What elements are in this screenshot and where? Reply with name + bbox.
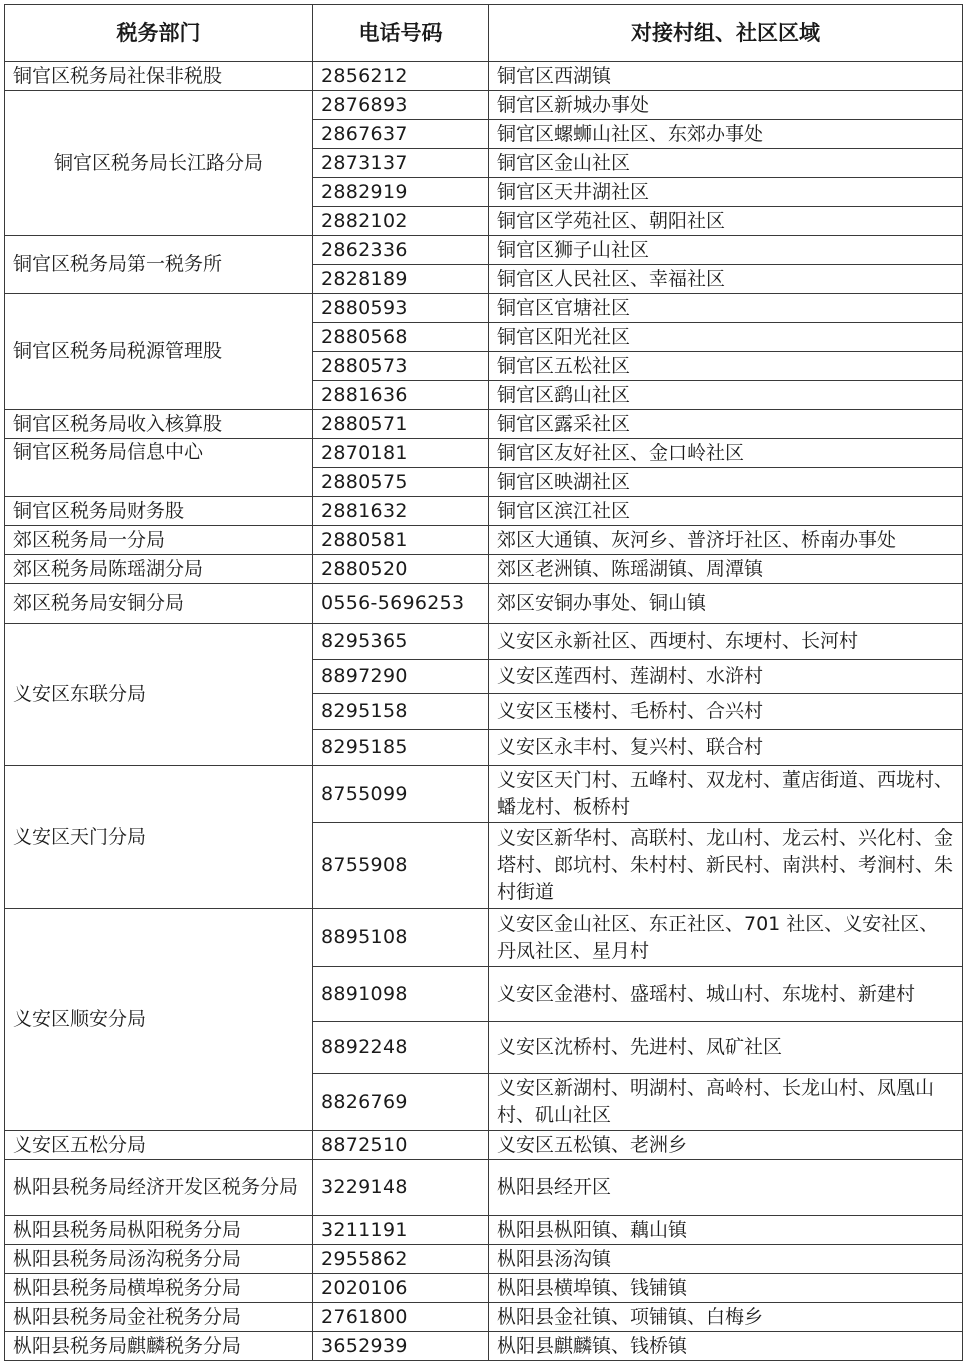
area-cell: 义安区永新社区、西埂村、东埂村、长河村: [489, 624, 963, 660]
area-cell: 义安区莲西村、莲湖村、水浒村: [489, 660, 963, 694]
phone-cell: 2881632: [313, 497, 489, 526]
phone-cell: 2880520: [313, 555, 489, 584]
phone-cell: 2761800: [313, 1303, 489, 1332]
area-cell: 枞阳县麒麟镇、钱桥镇: [489, 1332, 963, 1361]
department-cell: 枞阳县税务局金社税务分局: [5, 1303, 313, 1332]
phone-cell: 2828189: [313, 265, 489, 294]
header-row: [5, 5, 963, 62]
table-row: [5, 410, 963, 439]
table-row: [5, 1216, 963, 1245]
department-cell: 铜官区税务局收入核算股: [5, 410, 313, 439]
department-cell: 铜官区税务局社保非税股: [5, 62, 313, 91]
phone-cell: 2020106: [313, 1274, 489, 1303]
department-cell: 郊区税务局安铜分局: [5, 584, 313, 624]
area-cell: 铜官区滨江社区: [489, 497, 963, 526]
phone-cell: 8897290: [313, 660, 489, 694]
department-cell: 义安区五松分局: [5, 1131, 313, 1160]
area-cell: 铜官区友好社区、金口岭社区: [489, 439, 963, 468]
area-cell: 铜官区阳光社区: [489, 323, 963, 352]
phone-cell: 8295158: [313, 694, 489, 730]
table-row: [5, 62, 963, 91]
phone-cell: 2873137: [313, 149, 489, 178]
area-cell: 铜官区露采社区: [489, 410, 963, 439]
table-body: [5, 62, 963, 1361]
phone-cell: 0556-5696253: [313, 584, 489, 624]
phone-cell: 8891098: [313, 967, 489, 1022]
area-cell: 铜官区人民社区、幸福社区: [489, 265, 963, 294]
phone-cell: 2882919: [313, 178, 489, 207]
phone-cell: 2880573: [313, 352, 489, 381]
department-cell: 枞阳县税务局麒麟税务分局: [5, 1332, 313, 1361]
phone-cell: 2880571: [313, 410, 489, 439]
department-cell: 枞阳县税务局汤沟税务分局: [5, 1245, 313, 1274]
tax-contact-table: [4, 4, 963, 1361]
phone-cell: 8295185: [313, 730, 489, 766]
area-cell: 铜官区金山社区: [489, 149, 963, 178]
department-cell: 枞阳县税务局枞阳税务分局: [5, 1216, 313, 1245]
phone-cell: 2881636: [313, 381, 489, 410]
area-cell: 枞阳县枞阳镇、藕山镇: [489, 1216, 963, 1245]
area-cell: 义安区天门村、五峰村、双龙村、董店街道、西垅村、蟠龙村、板桥村: [489, 766, 963, 823]
area-cell: 铜官区官塘社区: [489, 294, 963, 323]
table-row: [5, 526, 963, 555]
phone-cell: 2880568: [313, 323, 489, 352]
phone-cell: 2880575: [313, 468, 489, 497]
table-row: [5, 91, 963, 120]
phone-cell: 8892248: [313, 1022, 489, 1074]
table-row: [5, 439, 963, 468]
area-cell: 铜官区映湖社区: [489, 468, 963, 497]
area-cell: 铜官区鹞山社区: [489, 381, 963, 410]
area-cell: 铜官区五松社区: [489, 352, 963, 381]
area-cell: 义安区新湖村、明湖村、高岭村、长龙山村、凤凰山村、矶山社区: [489, 1074, 963, 1131]
area-cell: 义安区金山社区、东正社区、701 社区、义安社区、丹凤社区、星月村: [489, 909, 963, 967]
area-cell: 义安区新华村、高联村、龙山村、龙云村、兴化村、金塔村、郎坑村、朱村村、新民村、南洪村、考涧村、朱村街道: [489, 823, 963, 909]
phone-cell: 3652939: [313, 1332, 489, 1361]
table-row: [5, 1332, 963, 1361]
area-cell: 郊区大通镇、灰河乡、普济圩社区、桥南办事处: [489, 526, 963, 555]
phone-cell: 8755099: [313, 766, 489, 823]
department-cell: 郊区税务局一分局: [5, 526, 313, 555]
area-cell: 铜官区西湖镇: [489, 62, 963, 91]
phone-cell: 2876893: [313, 91, 489, 120]
area-cell: 义安区金港村、盛瑶村、城山村、东垅村、新建村: [489, 967, 963, 1022]
table-row: [5, 555, 963, 584]
header-phone: 电话号码: [313, 5, 489, 62]
area-cell: 义安区永丰村、复兴村、联合村: [489, 730, 963, 766]
department-cell: 义安区天门分局: [5, 766, 313, 909]
table-row: [5, 909, 963, 967]
area-cell: 义安区沈桥村、先进村、凤矿社区: [489, 1022, 963, 1074]
phone-cell: 8895108: [313, 909, 489, 967]
department-cell: 枞阳县税务局经济开发区税务分局: [5, 1160, 313, 1216]
phone-cell: 3229148: [313, 1160, 489, 1216]
phone-cell: 8755908: [313, 823, 489, 909]
phone-cell: 8872510: [313, 1131, 489, 1160]
department-cell: 枞阳县税务局横埠税务分局: [5, 1274, 313, 1303]
area-cell: 铜官区学苑社区、朝阳社区: [489, 207, 963, 236]
table-row: [5, 1245, 963, 1274]
area-cell: 枞阳县汤沟镇: [489, 1245, 963, 1274]
phone-cell: 2856212: [313, 62, 489, 91]
phone-cell: 2880593: [313, 294, 489, 323]
phone-cell: 2880581: [313, 526, 489, 555]
table-row: [5, 236, 963, 265]
header-area: 对接村组、社区区域: [489, 5, 963, 62]
phone-cell: 8826769: [313, 1074, 489, 1131]
department-cell: 铜官区税务局财务股: [5, 497, 313, 526]
area-cell: 义安区玉楼村、毛桥村、合兴村: [489, 694, 963, 730]
area-cell: 铜官区天井湖社区: [489, 178, 963, 207]
phone-cell: 2955862: [313, 1245, 489, 1274]
area-cell: 枞阳县金社镇、项铺镇、白梅乡: [489, 1303, 963, 1332]
phone-cell: 2882102: [313, 207, 489, 236]
phone-cell: 3211191: [313, 1216, 489, 1245]
phone-cell: 8295365: [313, 624, 489, 660]
phone-cell: 2867637: [313, 120, 489, 149]
department-cell: 铜官区税务局税源管理股: [5, 294, 313, 410]
department-cell: 铜官区税务局第一税务所: [5, 236, 313, 294]
area-cell: 义安区五松镇、老洲乡: [489, 1131, 963, 1160]
area-cell: 铜官区新城办事处: [489, 91, 963, 120]
department-cell: 义安区顺安分局: [5, 909, 313, 1131]
table-row: [5, 497, 963, 526]
area-cell: 郊区老洲镇、陈瑶湖镇、周潭镇: [489, 555, 963, 584]
table-row: [5, 584, 963, 624]
table-row: [5, 624, 963, 660]
area-cell: 郊区安铜办事处、铜山镇: [489, 584, 963, 624]
table-row: [5, 1131, 963, 1160]
table-row: [5, 1303, 963, 1332]
department-cell: 铜官区税务局长江路分局: [5, 91, 313, 236]
area-cell: 枞阳县经开区: [489, 1160, 963, 1216]
area-cell: 枞阳县横埠镇、钱铺镇: [489, 1274, 963, 1303]
department-cell: 义安区东联分局: [5, 624, 313, 766]
table-row: [5, 294, 963, 323]
department-cell: 铜官区税务局信息中心: [5, 439, 313, 497]
area-cell: 铜官区螺蛳山社区、东郊办事处: [489, 120, 963, 149]
table-row: [5, 1160, 963, 1216]
phone-cell: 2870181: [313, 439, 489, 468]
phone-cell: 2862336: [313, 236, 489, 265]
area-cell: 铜官区狮子山社区: [489, 236, 963, 265]
table-row: [5, 766, 963, 823]
table-row: [5, 1274, 963, 1303]
department-cell: 郊区税务局陈瑶湖分局: [5, 555, 313, 584]
header-department: 税务部门: [5, 5, 313, 62]
